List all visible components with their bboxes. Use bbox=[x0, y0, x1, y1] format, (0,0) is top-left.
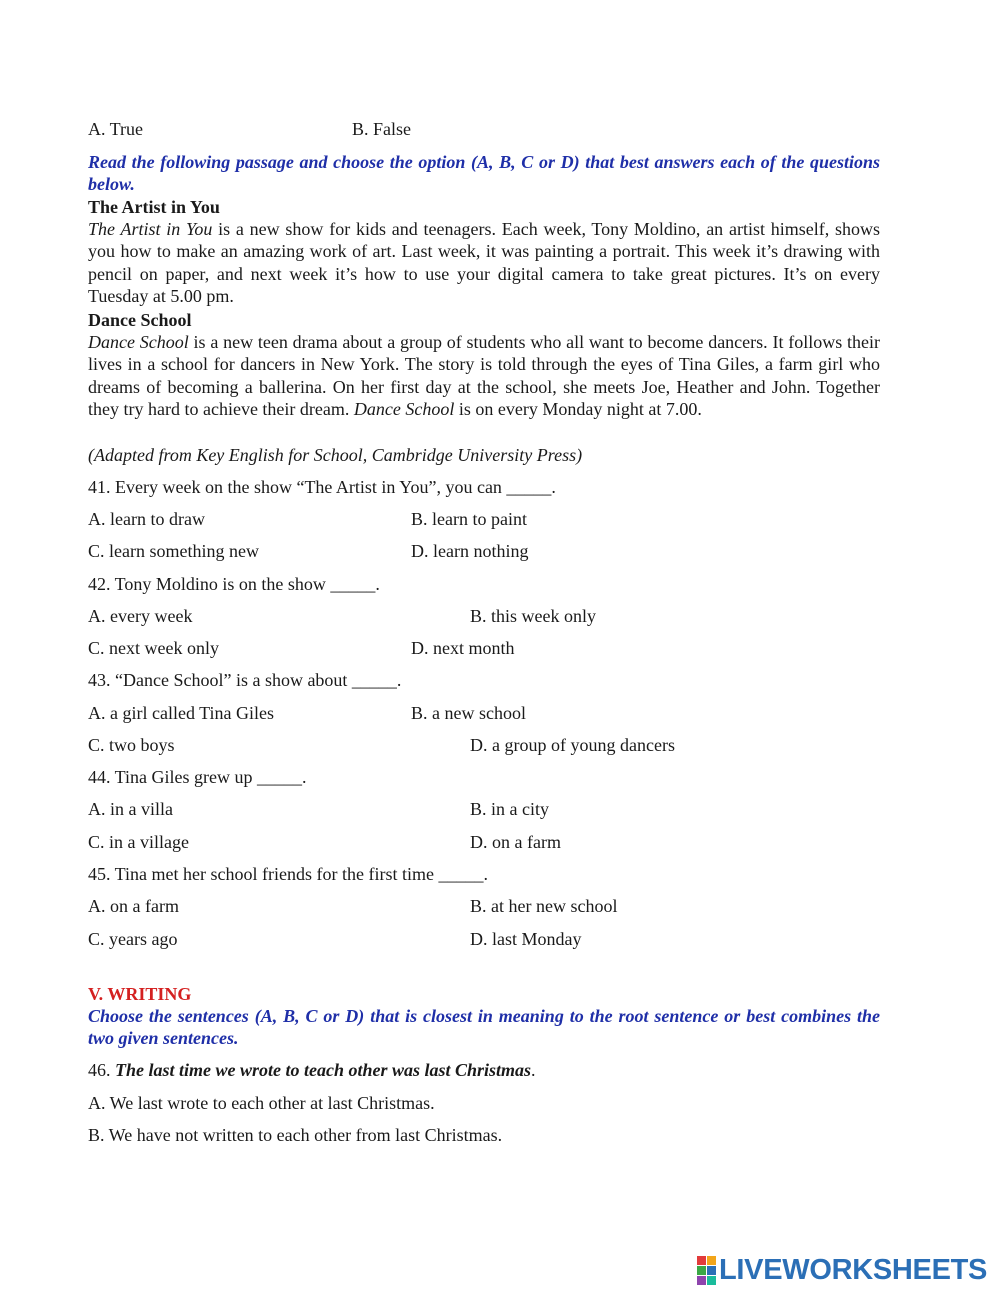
question-42: 42. Tony Moldino is on the show _____. bbox=[88, 574, 380, 594]
passage2-italic-lead: Dance School bbox=[88, 332, 189, 352]
passage2-body bbox=[88, 331, 880, 421]
passage1-text: is a new show for kids and teenagers. Each week, Tony Moldino, an artist himself, shows you how to make an amazing work of art. Last week, it was painting a portrait. This week it’s drawing with pencil on paper, and next week it’s how to use your digital camera to take great pictures. It’s on every Tuesday at 5.00 pm. bbox=[88, 219, 880, 307]
q41-option-a[interactable]: A. learn to draw bbox=[88, 509, 205, 529]
passage1-title: The Artist in You bbox=[88, 197, 220, 217]
option-true: A. True bbox=[88, 119, 144, 139]
q43-option-c[interactable]: C. two boys bbox=[88, 735, 175, 755]
q44-option-d[interactable]: D. on a farm bbox=[470, 832, 561, 852]
writing-heading: V. WRITING bbox=[88, 984, 192, 1004]
question-44: 44. Tina Giles grew up _____. bbox=[88, 767, 307, 787]
q45-option-a[interactable]: A. on a farm bbox=[88, 896, 179, 916]
logo-square-5 bbox=[697, 1276, 706, 1285]
logo-square-4 bbox=[707, 1266, 716, 1275]
passage2-title: Dance School bbox=[88, 310, 192, 330]
q43-option-d[interactable]: D. a group of young dancers bbox=[470, 735, 675, 755]
passage2-text-1: is a new teen drama about a group of students who all want to become dancers. It follows their lives in a school for dancers in New York. The story is told through the eyes of Tina Giles, a farm girl who dreams of becoming a ballerina. On her first day at the school, she meets Joe, Heather and John. Together they try hard to achieve their dream. bbox=[88, 332, 881, 420]
q46-sentence: The last time we wrote to teach other was last Christmas bbox=[115, 1060, 532, 1080]
source-citation: (Adapted from Key English for School, Cambridge University Press) bbox=[88, 445, 583, 465]
logo-square-6 bbox=[707, 1276, 716, 1285]
q44-option-b[interactable]: B. in a city bbox=[470, 799, 549, 819]
q42-option-d[interactable]: D. next month bbox=[411, 638, 515, 658]
q43-option-b[interactable]: B. a new school bbox=[411, 703, 526, 723]
q44-option-a[interactable]: A. in a villa bbox=[88, 799, 173, 819]
q41-option-d[interactable]: D. learn nothing bbox=[411, 541, 529, 561]
liveworksheets-logo-icon bbox=[697, 1256, 716, 1285]
reading-instruction: Read the following passage and choose the option (A, B, C or D) that best answers each of the questions below. bbox=[88, 152, 880, 195]
q42-option-c[interactable]: C. next week only bbox=[88, 638, 219, 658]
q41-option-c[interactable]: C. learn something new bbox=[88, 541, 259, 561]
option-false: B. False bbox=[352, 119, 412, 139]
logo-square-1 bbox=[697, 1256, 706, 1265]
q45-option-b[interactable]: B. at her new school bbox=[470, 896, 618, 916]
logo-square-2 bbox=[707, 1256, 716, 1265]
q46-number: 46. bbox=[88, 1060, 115, 1080]
logo-text: LIVEWORKSHEETS bbox=[719, 1253, 988, 1286]
q42-option-a[interactable]: A. every week bbox=[88, 606, 193, 626]
q41-option-b[interactable]: B. learn to paint bbox=[411, 509, 527, 529]
q46-option-b[interactable]: B. We have not written to each other from last Christmas. bbox=[88, 1125, 503, 1145]
question-43: 43. “Dance School” is a show about _____. bbox=[88, 670, 402, 690]
passage1-body bbox=[88, 218, 880, 308]
q43-option-a[interactable]: A. a girl called Tina Giles bbox=[88, 703, 274, 723]
q45-option-d[interactable]: D. last Monday bbox=[470, 929, 582, 949]
question-41: 41. Every week on the show “The Artist in You”, you can _____. bbox=[88, 477, 556, 497]
liveworksheets-logo bbox=[697, 1255, 987, 1285]
q46-period: . bbox=[531, 1060, 536, 1080]
q45-option-c[interactable]: C. years ago bbox=[88, 929, 178, 949]
writing-instruction: Choose the sentences (A, B, C or D) that is closest in meaning to the root sentence or best combines the two given sentences. bbox=[88, 1006, 880, 1049]
passage1-italic-lead: The Artist in You bbox=[88, 219, 213, 239]
passage2-italic-mid: Dance School bbox=[353, 399, 455, 420]
logo-square-3 bbox=[697, 1266, 706, 1275]
passage2-text-2: is on every Monday night at 7.00. bbox=[454, 399, 702, 420]
question-46 bbox=[88, 1059, 536, 1081]
q44-option-c[interactable]: C. in a village bbox=[88, 832, 189, 852]
q46-option-a[interactable]: A. We last wrote to each other at last Christmas. bbox=[88, 1093, 435, 1113]
question-45: 45. Tina met her school friends for the first time _____. bbox=[88, 864, 488, 884]
q42-option-b[interactable]: B. this week only bbox=[470, 606, 596, 626]
